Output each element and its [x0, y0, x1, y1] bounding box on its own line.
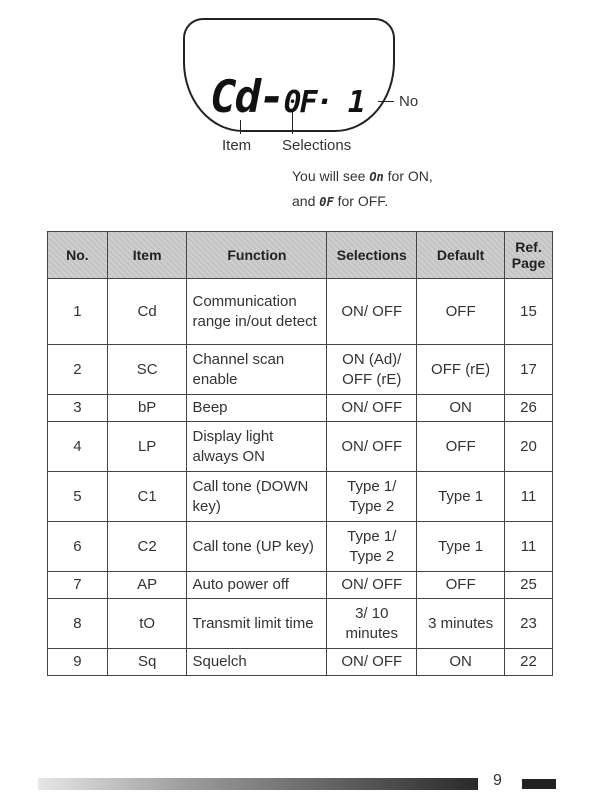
table-row — [48, 345, 553, 395]
header-no: No. — [48, 232, 108, 279]
item-leader-line — [240, 120, 241, 134]
cell-selections: ON/ OFF — [327, 395, 417, 422]
cell-no: 3 — [48, 395, 108, 422]
cell-item: C1 — [107, 472, 187, 522]
cell-ref-page: 15 — [505, 279, 553, 345]
selections-leader-line — [292, 112, 293, 134]
no-leader-line — [378, 101, 394, 102]
note-off — [292, 193, 388, 209]
note-off-text: and — [292, 193, 320, 209]
cell-no: 8 — [48, 599, 108, 649]
header-selections: Selections — [327, 232, 417, 279]
cell-no: 4 — [48, 422, 108, 472]
header-item: Item — [107, 232, 187, 279]
note-on-text-end: for ON, — [383, 168, 433, 184]
table-row — [48, 422, 553, 472]
cell-default: OFF — [417, 279, 505, 345]
table-row — [48, 649, 553, 676]
cell-selections: Type 1/ Type 2 — [327, 522, 417, 572]
cell-selections: ON/ OFF — [327, 279, 417, 345]
cell-ref-page: 20 — [505, 422, 553, 472]
header-default: Default — [417, 232, 505, 279]
table-row — [48, 599, 553, 649]
cell-function: Display light always ON — [187, 422, 327, 472]
cell-default: Type 1 — [417, 522, 505, 572]
note-off-text-end: for OFF. — [333, 193, 389, 209]
cell-function: Communication range in/out detect — [187, 279, 327, 345]
table-header-row — [48, 232, 553, 279]
cell-function: Transmit limit time — [187, 599, 327, 649]
cell-ref-page: 25 — [505, 572, 553, 599]
cell-item: C2 — [107, 522, 187, 572]
lcd-selection-code: 0F — [283, 85, 316, 120]
table-row — [48, 279, 553, 345]
cell-item: AP — [107, 572, 187, 599]
cell-ref-page: 11 — [505, 472, 553, 522]
cell-default: OFF — [417, 422, 505, 472]
off-glyph: 0F — [319, 195, 334, 209]
table-row — [48, 472, 553, 522]
cell-no: 5 — [48, 472, 108, 522]
cell-item: bP — [107, 395, 187, 422]
table-row — [48, 522, 553, 572]
cell-selections: ON/ OFF — [327, 422, 417, 472]
cell-function: Beep — [187, 395, 327, 422]
cell-default: OFF (rE) — [417, 345, 505, 395]
cell-ref-page: 26 — [505, 395, 553, 422]
cell-no: 7 — [48, 572, 108, 599]
cell-function: Squelch — [187, 649, 327, 676]
cell-no: 9 — [48, 649, 108, 676]
header-ref-page: Ref. Page — [505, 232, 553, 279]
cell-function: Auto power off — [187, 572, 327, 599]
item-label: Item — [222, 137, 252, 154]
settings-table — [47, 231, 553, 676]
note-on-text: You will see — [292, 168, 370, 184]
cell-default: OFF — [417, 572, 505, 599]
header-function: Function — [187, 232, 327, 279]
lcd-item-number: · 1 — [315, 85, 364, 120]
table-row — [48, 572, 553, 599]
footer-gradient-bar — [38, 778, 478, 790]
lcd-readout — [210, 72, 364, 123]
cell-selections: ON/ OFF — [327, 572, 417, 599]
cell-selections: ON (Ad)/ OFF (rE) — [327, 345, 417, 395]
cell-selections: Type 1/ Type 2 — [327, 472, 417, 522]
selections-label: Selections — [282, 137, 352, 154]
on-glyph: On — [369, 170, 384, 184]
cell-default: ON — [417, 395, 505, 422]
cell-default: Type 1 — [417, 472, 505, 522]
cell-ref-page: 23 — [505, 599, 553, 649]
page-number: 9 — [493, 772, 502, 789]
lcd-item-code: Cd- — [210, 72, 284, 123]
cell-selections: 3/ 10 minutes — [327, 599, 417, 649]
cell-item: SC — [107, 345, 187, 395]
table-body — [48, 279, 553, 676]
cell-ref-page: 11 — [505, 522, 553, 572]
cell-item: Sq — [107, 649, 187, 676]
cell-function: Call tone (UP key) — [187, 522, 327, 572]
cell-function: Call tone (DOWN key) — [187, 472, 327, 522]
note-on — [292, 168, 433, 184]
no-label: No — [399, 93, 419, 110]
cell-ref-page: 17 — [505, 345, 553, 395]
cell-function: Channel scan enable — [187, 345, 327, 395]
cell-selections: ON/ OFF — [327, 649, 417, 676]
footer-end-mark — [522, 779, 556, 789]
cell-default: 3 minutes — [417, 599, 505, 649]
cell-item: LP — [107, 422, 187, 472]
table-row — [48, 395, 553, 422]
cell-no: 2 — [48, 345, 108, 395]
cell-no: 6 — [48, 522, 108, 572]
cell-item: tO — [107, 599, 187, 649]
cell-no: 1 — [48, 279, 108, 345]
cell-item: Cd — [107, 279, 187, 345]
cell-default: ON — [417, 649, 505, 676]
cell-ref-page: 22 — [505, 649, 553, 676]
